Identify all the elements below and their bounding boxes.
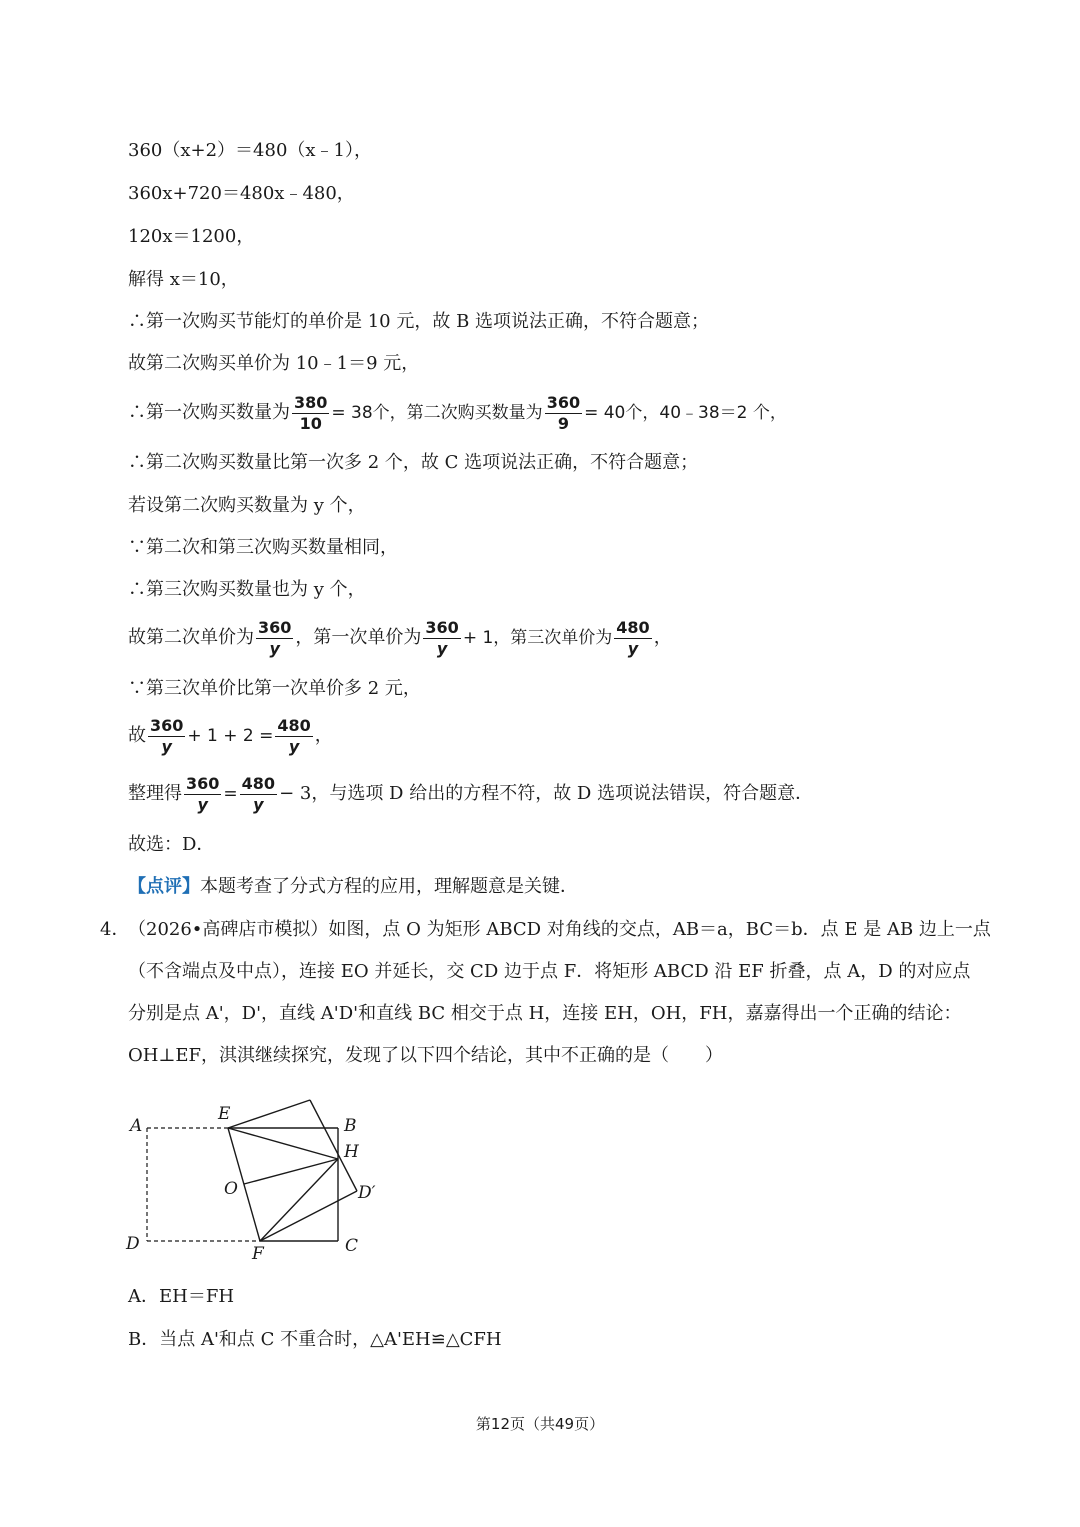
text-segment: + 1，第三次单价为 — [462, 628, 613, 648]
solution-line-5: ∴第一次购买节能灯的单价是 10 元，故 B 选项说法正确，不符合题意； — [128, 311, 710, 332]
solution-line-1: 360（x+2）＝480（x﹣1）， — [128, 140, 373, 161]
question-line-3: 分别是点 A'，D'，直线 A'D'和直线 BC 相交于点 H，连接 EH，OH，FH，嘉嘉得出一个正确的结论： — [128, 1003, 962, 1024]
numerator: 360 — [425, 617, 459, 637]
question-line-1: （2026•高碑店市模拟）如图，点 O 为矩形 ABCD 对角线的交点，AB＝a，BC＝b．点 E 是 AB 边上一点 — [128, 919, 991, 940]
comment-text: 本题考查了分式方程的应用，理解题意是关键． — [200, 876, 578, 897]
question-line-2: （不含端点及中点），连接 EO 并延长，交 CD 边于点 F．将矩形 ABCD 沿 EF 折叠，点 A，D 的对应点 — [128, 961, 971, 982]
label-c: C — [345, 1236, 359, 1256]
fraction — [292, 393, 329, 434]
numerator: 480 — [241, 773, 276, 793]
fraction — [614, 618, 651, 659]
fraction — [275, 716, 312, 757]
label-e: E — [218, 1104, 231, 1124]
text-segment: ， — [653, 627, 672, 648]
comment-line — [128, 874, 578, 900]
denominator: y — [423, 638, 460, 659]
text-segment: = — [223, 784, 238, 804]
text-segment: ， — [314, 725, 333, 746]
question-number: 4． — [100, 919, 130, 940]
comment-tag: 【点评】 — [128, 876, 200, 897]
solution-line-10: ∵第二次和第三次购买数量相同， — [128, 537, 398, 558]
solution-line-14 — [128, 714, 333, 758]
page-footer: 第12页（共49页） — [475, 1415, 605, 1433]
numerator: 480 — [616, 617, 650, 637]
fraction — [184, 774, 221, 815]
question-line-4: OH⊥EF，淇淇继续探究，发现了以下四个结论，其中不正确的是（ ） — [128, 1045, 724, 1066]
solution-line-9: 若设第二次购买数量为 y 个， — [128, 495, 366, 516]
solution-line-7 — [128, 391, 787, 435]
label-d: D — [126, 1234, 140, 1254]
denominator: y — [148, 736, 185, 757]
folded-edge-ea — [228, 1100, 310, 1128]
text-segment: 整理得 — [128, 783, 182, 804]
solution-line-15 — [128, 772, 813, 816]
segment-fh — [260, 1159, 338, 1241]
label-o: O — [224, 1179, 238, 1199]
text-segment: 故 — [128, 725, 146, 746]
fraction — [240, 774, 277, 815]
text-segment: 故第二次单价为 — [128, 627, 254, 648]
denominator: y — [614, 638, 651, 659]
option-b: B．当点 A'和点 C 不重合时，△A'EH≌△CFH — [128, 1329, 502, 1350]
option-a: A．EH＝FH — [128, 1286, 235, 1307]
numerator: 360 — [150, 715, 184, 735]
solution-line-12 — [128, 616, 672, 660]
text-segment: ，第一次单价为 — [295, 627, 422, 648]
solution-line-11: ∴第三次购买数量也为 y 个， — [128, 579, 366, 600]
label-d-prime: D′ — [358, 1183, 376, 1203]
folded-edge-df — [260, 1191, 357, 1241]
numerator: 360 — [546, 392, 581, 412]
text-segment: + 1 + 2 = — [187, 726, 274, 746]
fraction — [256, 618, 293, 659]
denominator: 9 — [545, 413, 582, 434]
text-segment: = 38个，第二次购买数量为 — [331, 403, 543, 423]
segment-eh — [228, 1128, 338, 1159]
solution-line-16: 故选：D． — [128, 834, 215, 855]
numerator: 360 — [186, 773, 220, 793]
denominator: 10 — [292, 413, 329, 434]
fraction — [148, 716, 185, 757]
numerator: 360 — [258, 617, 292, 637]
text-segment: ∴第一次购买数量为 — [128, 402, 290, 423]
denominator: y — [256, 638, 293, 659]
solution-line-3: 120x＝1200， — [128, 226, 255, 247]
label-b: B — [344, 1116, 357, 1136]
solution-line-2: 360x+720＝480x﹣480， — [128, 183, 355, 204]
geometry-figure — [120, 1095, 390, 1270]
label-f: F — [252, 1244, 264, 1264]
text-segment: = 40个，40﹣38＝2 个， — [584, 403, 787, 423]
fraction — [423, 618, 460, 659]
numerator: 380 — [294, 392, 328, 412]
solution-line-6: 故第二次购买单价为 10﹣1＝9 元， — [128, 353, 420, 374]
numerator: 480 — [277, 715, 311, 735]
text-segment: − 3，与选项 D 给出的方程不符，故 D 选项说法错误，符合题意． — [279, 783, 814, 804]
fraction — [545, 393, 582, 434]
denominator: y — [184, 794, 221, 815]
label-a: A — [130, 1116, 143, 1136]
solution-line-8: ∴第二次购买数量比第一次多 2 个，故 C 选项说法正确，不符合题意； — [128, 452, 699, 473]
segment-oh — [244, 1159, 338, 1184]
denominator: y — [275, 736, 312, 757]
solution-line-13: ∵第三次单价比第一次单价多 2 元， — [128, 678, 421, 699]
solution-line-4: 解得 x＝10， — [128, 269, 239, 290]
label-h: H — [344, 1142, 359, 1162]
denominator: y — [240, 794, 277, 815]
